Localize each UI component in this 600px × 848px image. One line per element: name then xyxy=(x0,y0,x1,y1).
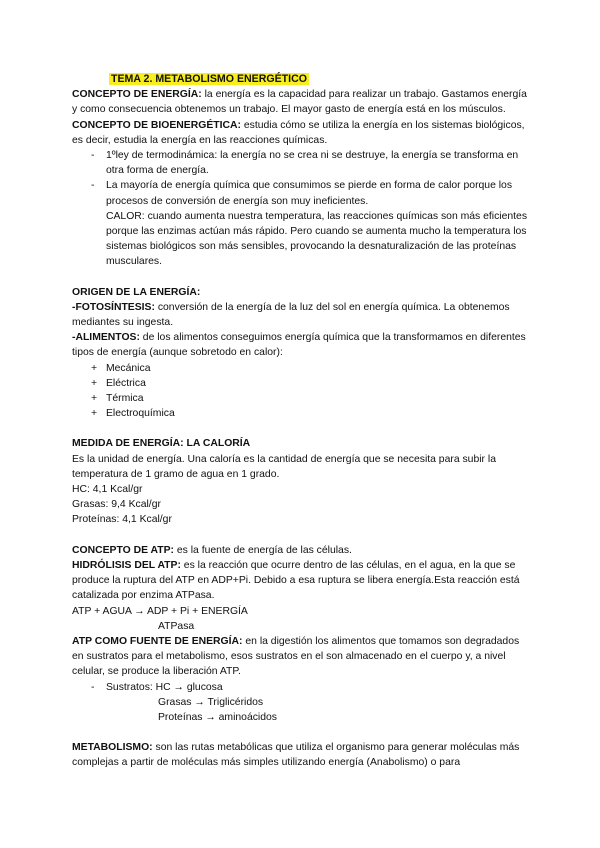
origen-heading-line xyxy=(72,285,532,300)
list-item-text: Eléctrica xyxy=(106,377,146,389)
list-item xyxy=(72,148,532,178)
bioenergetica-text: estudia cómo se utiliza la energía en los sistemas biológicos, es decir, estudia la energía en las reacciones químicas. xyxy=(72,119,525,146)
metabolismo-heading: METABOLISMO: xyxy=(72,742,153,754)
bioenergetica-list xyxy=(72,148,532,270)
sustrato-grasas: Grasas → Triglicéridos xyxy=(158,696,264,708)
alimentos-label: -ALIMENTOS: xyxy=(72,332,140,344)
list-item-text: 1ºley de termodinámica: la energía no se crea ni se destruye, la energía se transforma en otra forma de energía. xyxy=(106,150,519,177)
fotosintesis-text: conversión de la energía de la luz del sol en energía química. La obtenemos mediantes su ingesta. xyxy=(72,301,510,329)
value-proteinas: Proteínas: 4,1 Kcal/gr xyxy=(72,514,172,526)
atp-equation: ATP + AGUA → ADP + Pi + ENERGÍA xyxy=(72,605,248,617)
hidrolisis-heading: HIDRÓLISIS DEL ATP: xyxy=(72,559,181,571)
alimentos-text: de los alimentos conseguimos energía química que la transformamos en diferentes tipos de energía (aunque sobretodo en calor): xyxy=(72,332,526,359)
metabolismo-text: son las rutas metabólicas que utiliza el organismo para generar moléculas más complejas a partir de moléculas más simples utilizando energía (Anabolismo) o para xyxy=(72,742,520,769)
spacer xyxy=(72,528,532,543)
energia-paragraph xyxy=(72,87,532,117)
dash-mark: - xyxy=(91,681,95,693)
atp-heading: CONCEPTO DE ATP: xyxy=(72,544,174,556)
list-item-text: La mayoría de energía química que consumimos se pierde en forma de calor porque los procesos de conversión de energía son muy ineficientes. xyxy=(106,180,513,207)
list-item xyxy=(72,376,532,391)
list-item xyxy=(72,391,532,406)
dash-mark: - xyxy=(91,150,95,162)
plus-mark: + xyxy=(91,408,98,420)
list-item-text: Térmica xyxy=(106,393,144,405)
bioenergetica-paragraph xyxy=(72,118,532,148)
atp-fuente-paragraph xyxy=(72,634,532,680)
dash-mark: - xyxy=(91,180,95,192)
value-hc: HC: 4,1 Kcal/gr xyxy=(72,484,143,496)
medida-heading-line xyxy=(72,436,532,451)
list-item-text: Mecánica xyxy=(106,362,151,374)
title-line xyxy=(72,72,532,87)
atp-paragraph xyxy=(72,543,532,558)
atp-fuente-text: en la digestión los alimentos que tomamos son degradados en sustratos para el metabolismo, esos sustratos en el son almacenado en el cuerpo y, a nivel celular, se produce la liberación ATP. xyxy=(72,635,520,678)
fotosintesis-paragraph xyxy=(72,300,532,330)
atp-fuente-heading: ATP COMO FUENTE DE ENERGÍA: xyxy=(72,635,243,647)
list-item xyxy=(72,406,532,421)
medida-heading: MEDIDA DE ENERGÍA: LA CALORÍA xyxy=(72,438,251,450)
energia-text: la energía es la capacidad para realizar un trabajo. Gastamos energía y como consecuencia obtenemos un trabajo. El mayor gasto de energía está en los músculos. xyxy=(72,89,527,116)
energy-types-list xyxy=(72,361,532,422)
list-item xyxy=(72,680,532,695)
fotosintesis-label: -FOTOSÍNTESIS: xyxy=(72,301,155,313)
hidrolisis-text: es la reacción que ocurre dentro de las células, en el agua, en la que se produce la ruptura del ATP en ADP+Pi. Debido a esa ruptura se libera energía.Esta reacción está catalizada por enzima ATPasa. xyxy=(72,559,520,602)
list-item-text: Electroquímica xyxy=(106,408,175,420)
hidrolisis-paragraph xyxy=(72,558,532,604)
value-grasas: Grasas: 9,4 Kcal/gr xyxy=(72,499,161,511)
alimentos-paragraph xyxy=(72,330,532,360)
energia-heading: CONCEPTO DE ENERGÍA: xyxy=(72,89,202,101)
bioenergetica-heading: CONCEPTO DE BIOENERGÉTICA: xyxy=(72,119,241,131)
metabolismo-paragraph xyxy=(72,740,532,770)
origen-heading: ORIGEN DE LA ENERGÍA: xyxy=(72,286,201,298)
plus-mark: + xyxy=(91,377,98,389)
calor-text: CALOR: cuando aumenta nuestra temperatura, las reacciones químicas son más eficientes porque las enzimas actúan más rápido. Pero cuando se aumenta mucho la temperatura los sistemas biológicos son más sensibles, provocando la desnaturalización de las proteínas musculares. xyxy=(106,210,528,268)
plus-mark: + xyxy=(91,362,98,374)
sustratos-list xyxy=(72,680,532,695)
sustratos-label: Sustratos: HC → glucosa xyxy=(106,681,223,693)
medida-text: Es la unidad de energía. Una caloría es la cantidad de energía que se necesita para subir la temperatura de 1 gramo de agua en 1 grado. xyxy=(72,453,496,480)
list-item xyxy=(72,178,532,269)
sustrato-proteinas: Proteínas → aminoácidos xyxy=(158,711,277,723)
document-title: TEMA 2. METABOLISMO ENERGÉTICO xyxy=(111,73,307,85)
spacer xyxy=(72,270,532,285)
list-item xyxy=(72,361,532,376)
atp-enzyme: ATPasa xyxy=(158,620,195,632)
atp-text: es la fuente de energía de las células. xyxy=(174,544,352,556)
document-content xyxy=(72,72,532,771)
spacer xyxy=(72,725,532,740)
plus-mark: + xyxy=(91,393,98,405)
spacer xyxy=(72,421,532,436)
